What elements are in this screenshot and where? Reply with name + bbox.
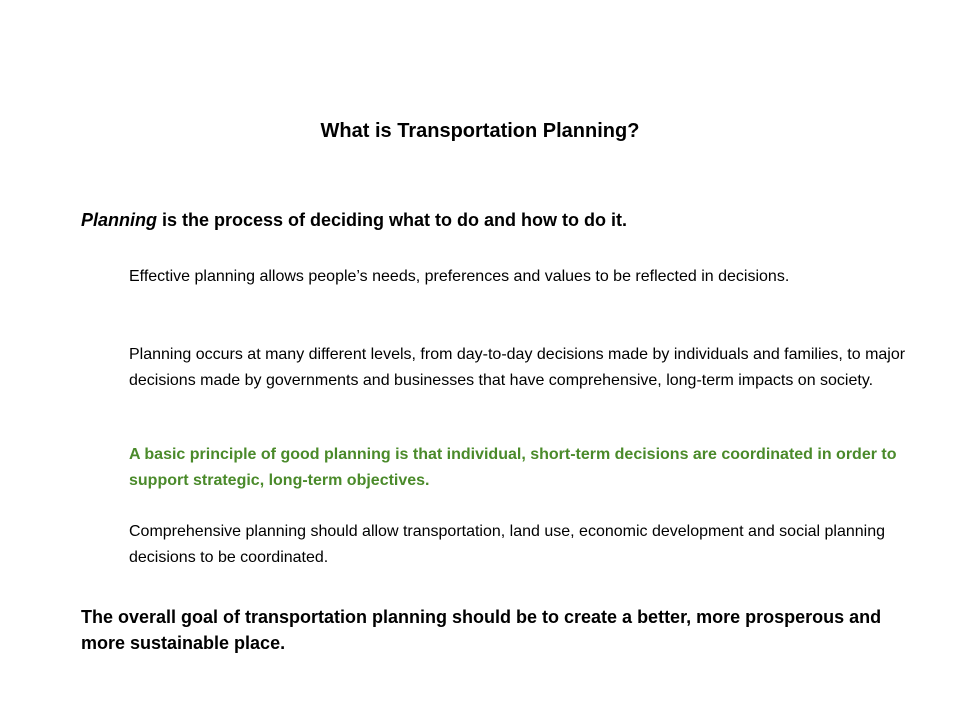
paragraph-comprehensive-planning: Comprehensive planning should allow transportation, land use, economic development and social planning decisions to be coordinated. (129, 523, 886, 566)
paragraph-planning-levels: Planning occurs at many different levels, from day-to-day decisions made by individuals and families, to major decisions made by governments and businesses that have comprehensive, long-term impacts on society. (129, 346, 906, 389)
conclusion-statement: The overall goal of transportation planning should be to create a better, more prosperous and more sustainable place. (81, 607, 882, 653)
lead-term: Planning (81, 210, 157, 230)
slide-title: What is Transportation Planning? (320, 120, 640, 142)
lead-rest: is the process of deciding what to do and how to do it. (157, 210, 628, 230)
lead-statement (81, 208, 901, 232)
paragraph-effective-planning: Effective planning allows people’s needs, preferences and values to be reflected in decisions. (129, 268, 790, 285)
paragraph-basic-principle: A basic principle of good planning is that individual, short-term decisions are coordinated in order to support strategic, long-term objectives. (129, 446, 897, 489)
